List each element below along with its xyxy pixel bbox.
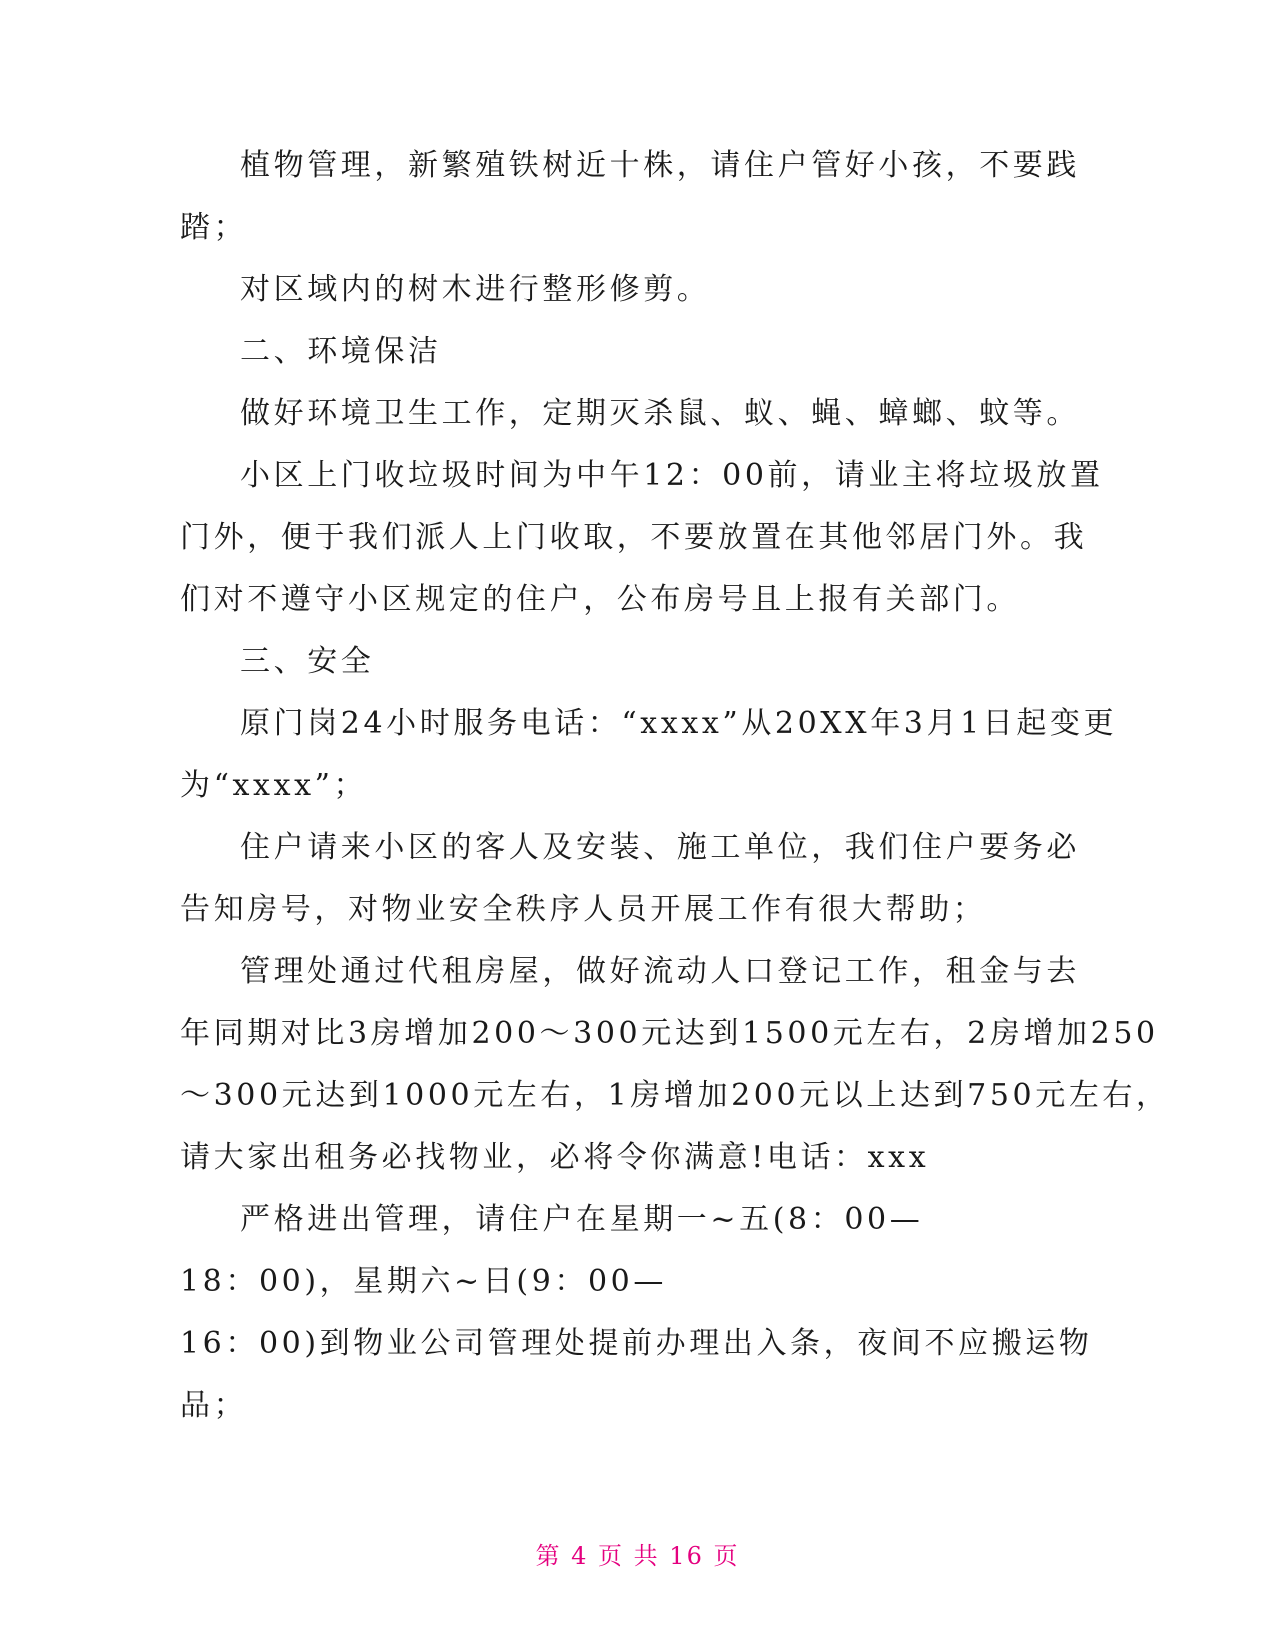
paragraph-line: ～300元达到1000元左右，1房增加200元以上达到750元左右，: [180, 1078, 1170, 1113]
paragraph-line: 为“xxxx”；: [180, 768, 368, 803]
paragraph-line: 年同期对比3房增加200～300元达到1500元左右，2房增加250: [180, 1016, 1159, 1051]
section-heading: 三、安全: [240, 644, 375, 679]
paragraph-line: 住户请来小区的客人及安装、施工单位，我们住户要务必: [240, 830, 1080, 865]
page-number-footer: 第 4 页 共 16 页: [535, 1542, 740, 1570]
paragraph-line: 请大家出租务必找物业，必将令你满意!电话：xxx: [180, 1140, 930, 1175]
paragraph-line: 小区上门收垃圾时间为中午12：00前，请业主将垃圾放置: [240, 458, 1104, 493]
paragraph-line: 原门岗24小时服务电话：“xxxx”从20XX年3月1日起变更: [240, 706, 1118, 741]
paragraph-line: 门外，便于我们派人上门收取，不要放置在其他邻居门外。我: [180, 520, 1088, 555]
paragraph-line: 们对不遵守小区规定的住户，公布房号且上报有关部门。: [180, 582, 1020, 617]
paragraph-line: 管理处通过代租房屋，做好流动人口登记工作，租金与去: [240, 954, 1080, 989]
paragraph-line: 16：00)到物业公司管理处提前办理出入条，夜间不应搬运物: [180, 1326, 1093, 1361]
section-heading: 二、环境保洁: [240, 334, 442, 369]
paragraph-line: 做好环境卫生工作，定期灭杀鼠、蚁、蝇、蟑螂、蚊等。: [240, 396, 1080, 431]
paragraph-line: 对区域内的树木进行整形修剪。: [240, 272, 711, 307]
paragraph-line: 踏；: [180, 210, 248, 245]
paragraph-line: 品；: [180, 1388, 248, 1423]
paragraph-line: 18：00)，星期六~日(9：00—: [180, 1264, 667, 1299]
paragraph-line: 告知房号，对物业安全秩序人员开展工作有很大帮助；: [180, 892, 987, 927]
paragraph-line: 植物管理，新繁殖铁树近十株，请住户管好小孩，不要践: [240, 148, 1080, 183]
paragraph-line: 严格进出管理，请住户在星期一~五(8：00—: [240, 1202, 924, 1237]
